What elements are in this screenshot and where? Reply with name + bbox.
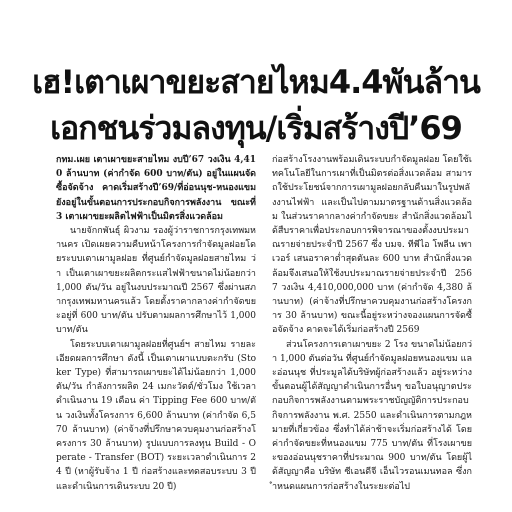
article-paragraph: ก่อสร้างโรงงานพร้อมเดินระบบกำจัดมูลฝอย โดยใช้เทคโนโลยีในการเผาที่เป็นมิตรต่อสิ่งแวดล้อม สามารถใช้ประโยชน์จากการเผามูลฝอยกลับคืนมาในรูปพลังงานไฟฟ้า และเป็นไปตามมาตรฐานด้านสิ่งแวดล้อม ในส่วนราคากลางค่ากำจัดขยะ สำนักสิ่งแวดล้อมได้สืบราคาเพื่อประกอบการพิจารณาของตั้งงบประมาณรายจ่ายประจำปี 2567 ซึ่ง บมจ. ทีพีไอ โพลีน เพาเวอร์ เสนอราคาต่ำสุดตันละ 600 บาท สำนักสิ่งแวดล้อมจึงเสนอให้ใช้งบประมาณรายจ่ายประจำปี 2567 วงเงิน 4,410,000,000 บาท (ค่ากำจัด 4,380 ล้านบาท) (ค่าจ้างที่ปรึกษาควบคุมงานก่อสร้างโครงการ 30 ล้านบาท) ขณะนี้อยู่ระหว่างจองแผนการจัดซื้อจัดจ้าง คาดจะได้เริ่มก่อสร้างปี 2569 bbox=[272, 155, 472, 336]
article-paragraph: ส่วนโครงการเตาเผาขยะ 2 โรง ขนาดไม่น้อยกว่า 1,000 ตันต่อวัน ที่ศูนย์กำจัดมูลฝอยหนองแขม และอ่อนนุช ที่ประมูลได้บริษัทผู้ก่อสร้างแล้ว อยู่ระหว่างขั้นตอนผู้ได้สัญญาดำเนินการอื่นๆ ขอใบอนุญาตประกอบกิจการพลังงานตามพระราชบัญญัติการประกอบกิจการพลังงาน พ.ศ. 2550 และดำเนินการตามกฎหมายที่เกี่ยวข้อง ซึ่งทำได้ล่าช้าจะเริ่มก่อสร้างได้ โดยค่ากำจัดขยะที่หนองแขม 775 บาท/ตัน ที่โรงเผาขยะของอ่อนนุชราคาที่ประมาณ 900 บาท/ตัน โดยผู้ได้สัญญาคือ บริษัท ซีเอนดีจี เอ็นไวรอนเมนทอล ซึ่งกำหนดแผนการก่อสร้างในระยะต่อไป bbox=[272, 339, 472, 492]
article-column-left bbox=[56, 153, 256, 494]
article-paragraph: โดยระบบเตาเผามูลฝอยที่ศูนย์ฯ สายไหม รายละเอียดผลการศึกษา ดังนี้ เป็นเตาเผาแบบตะกรับ (Stoker Type) ที่สามารถเผาขยะได้ไม่น้อยกว่า 1,000 ตัน/วัน กำลังการผลิต 24 เมกะวัตต์/ชั่วโมง ใช้เวลาดำเนินงาน 19 เดือน ค่า Tipping Fee 600 บาท/ตัน วงเงินทั้งโครงการ 6,600 ล้านบาท (ค่ากำจัด 6,570 ล้านบาท) (ค่าจ้างที่ปรึกษาควบคุมงานก่อสร้างโครงการ 30 ล้านบาท) รูปแบบการลงทุน Build - Operate - Transfer (BOT) ระยะเวลาดำเนินการ 24 ปี (หาผู้รับจ้าง 1 ปี ก่อสร้างและทดสอบระบบ 3 ปี และดำเนินการเดินระบบ 20 ปี) bbox=[56, 339, 256, 492]
headline-line-2: เอกชนร่วมลงทุน/เริ่มสร้างปี’69 bbox=[50, 109, 462, 147]
article-lead-paragraph: กทม.เผย เตาเผาขยะสายไหม งบปี’67 วงเงิน 4,410 ล้านบาท (ค่ากำจัด 600 บาท/ตัน) อยู่ในแผนจัดซื้อจัดจ้าง คาดเริ่มสร้างปี’69/ที่อ่อนนุช-หนองแขม ยังอยู่ในขั้นตอนการประกอบกิจการพลังงาน ขณะที่ 3 เตาเผาขยะผลิตไฟฟ้าเป็นมิตรสิ่งแวดล้อม bbox=[56, 155, 256, 222]
article-column-right bbox=[272, 153, 472, 494]
article-paragraph: นายจักกพันธุ์ ผิวงาม รองผู้ว่าราชการกรุงเทพมหานคร เปิดเผยความคืบหน้าโครงการกำจัดมูลฝอยโดยระบบเตาเผามูลฝอย ที่ศูนย์กำจัดมูลฝอยสายไหม ว่า เป็นเตาเผาขยะผลิตกระแสไฟฟ้าขนาดไม่น้อยกว่า 1,000 ตัน/วัน อยู่ในงบประมาณปี 2567 ซึ่งผ่านสภากรุงเทพมหานครแล้ว โดยตั้งราคากลางค่ากำจัดขยะอยู่ที่ 600 บาท/ตัน ปรับตามผลการศึกษาไว้ 1,000 บาท/ตัน bbox=[56, 226, 256, 336]
headline-line-1: เฮ!เตาเผาขยะสายไหม4.4พันล้าน bbox=[32, 63, 480, 101]
article-body bbox=[56, 153, 472, 512]
